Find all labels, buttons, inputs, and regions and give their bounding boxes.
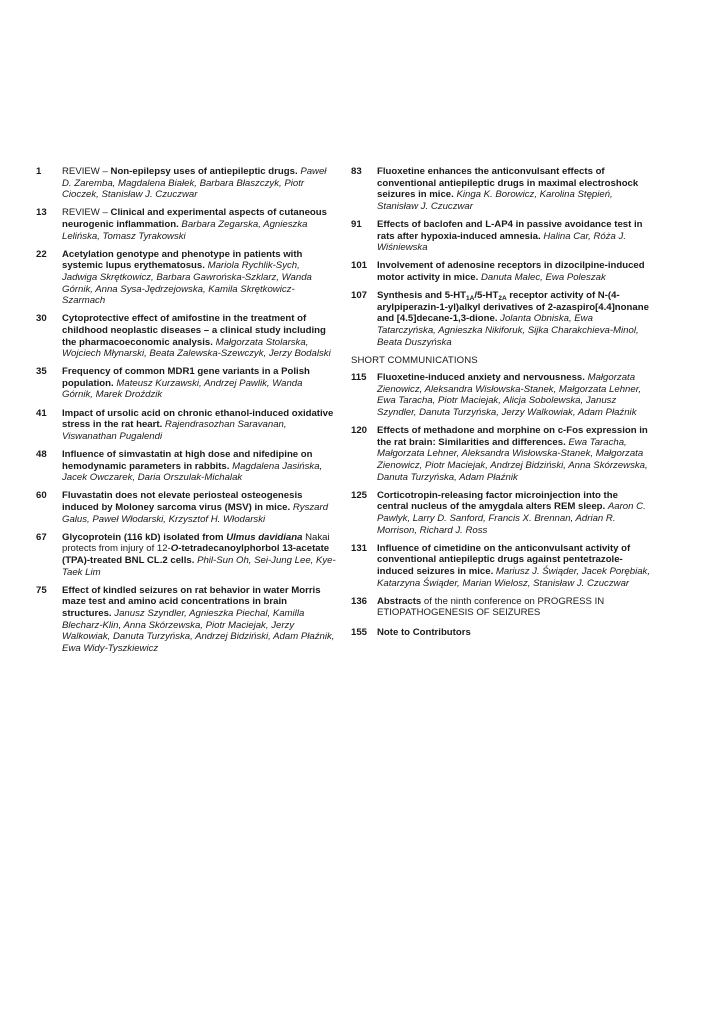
toc-page-number: 35 — [36, 366, 47, 378]
toc-page-number: 125 — [351, 489, 368, 501]
toc-page-number: 107 — [351, 290, 368, 302]
toc-page-number: 30 — [36, 313, 47, 325]
toc-page-number: 22 — [36, 248, 47, 260]
toc-entry-authors: Mateusz Kurzawski, Andrzej Pawlik, Wanda Górnik, Marek Droździk — [62, 377, 303, 401]
toc-entry-authors: Mariola Rychlik-Sych, Jadwiga Skrętkowicz, Barbara Gawrońska-Szklarz, Wanda Górnik, Anna Sysa-Jędrzejowska, Kamila Skrętkowicz-Szarmach — [62, 260, 312, 307]
toc-entry-authors: Ryszard Galus, Paweł Włodarski, Krzysztof H. Włodarski — [62, 502, 329, 525]
toc-entry — [351, 260, 651, 283]
toc-page-number: 136 — [351, 595, 368, 607]
toc-entry-authors: Paweł D. Zaremba, Magdalena Białek, Barbara Błaszczyk, Piotr Cioczek, Stanisław J. Czuczwar — [62, 166, 327, 201]
toc-entry-title: Non-epilepsy uses of antiepileptic drugs. — [110, 166, 298, 177]
toc-entry-authors: Barbara Zegarska, Agnieszka Lelińska, Tomasz Tyrakowski — [62, 218, 308, 242]
toc-page-number: 75 — [36, 584, 47, 596]
toc-entry — [351, 543, 651, 589]
contents-left-column — [36, 166, 336, 661]
toc-entry-label: REVIEW – — [62, 166, 111, 177]
toc-entry-authors: Małgorzata Stolarska, Wojciech Młynarski, Beata Zalewska-Szewczyk, Jerzy Bodalski — [62, 336, 331, 360]
toc-entry-authors: Magdalena Jasińska, Jacek Owczarek, Daria Orszulak-Michalak — [62, 460, 323, 484]
toc-entry — [36, 532, 336, 578]
toc-entry-title: Acetylation genotype and phenotype in patients with systemic lupus erythematosus. — [62, 248, 303, 272]
toc-page-number: 41 — [36, 407, 47, 419]
toc-entry-title: Cytoprotective effect of amifostine in the treatment of childhood neoplastic diseases – a clinical study including the pharmacoeconomic analysis. — [62, 313, 326, 348]
toc-entry-title: Fluoxetine-induced anxiety and nervousness. — [377, 372, 585, 384]
section-heading-short-communications: SHORT COMMUNICATIONS — [351, 354, 478, 366]
toc-entry-authors: Ewa Taracha, Małgorzata Lehner, Aleksandra Wisłowska-Stanek, Małgorzata Zienowicz, Piotr Maciejak, Andrzej Bidziński, Anna Skórzewska, Danuta Turzyńska, Adam Płaźnik — [377, 436, 648, 483]
toc-entry — [351, 425, 651, 483]
toc-entry-authors: Rajendrasozhan Saravanan, Viswanathan Pugalendi — [62, 419, 287, 442]
toc-entry — [36, 207, 336, 242]
contents-right-column — [351, 166, 651, 645]
toc-entry-title: Glycoprotein (116 kD) isolated from Ulmus davidiana Nakai protects from injury of 12-O-tetradecanoylphorbol 13-acetate (TPA)-treated BNL CL.2 cells. — [62, 531, 330, 566]
toc-entry-title: Involvement of adenosine receptors in dizocilpine-induced motor activity in mice. — [377, 260, 645, 283]
toc-entry-authors: Danuta Malec, Ewa Poleszak — [480, 271, 606, 283]
toc-page-number: 83 — [351, 166, 362, 177]
toc-page-number: 131 — [351, 542, 368, 554]
toc-entry-title: Synthesis and $5-HT_{1A}/5-HT_{2A}$ receptor activity of N-(4-arylpiperazin-1-yl)alkyl derivatives of 2-azaspiro[4.4]nonane and [4.5]decane-1,3-dione. — [377, 290, 649, 325]
toc-entry-title: Effects of methadone and morphine on c-Fos expression in the rat brain: Similarities and differences. — [377, 425, 648, 448]
toc-page-number: 67 — [36, 531, 47, 543]
toc-entry — [351, 290, 651, 348]
toc-entry — [36, 366, 336, 401]
toc-entry-title: Effects of baclofen and L-AP4 in passive avoidance test in rats after hypoxia-induced amnesia. — [377, 218, 643, 242]
toc-entry-authors: Kinga K. Borowicz, Karolina Stępień, Stanisław J. Czuczwar — [377, 189, 613, 212]
toc-entry — [351, 490, 651, 536]
toc-entry — [351, 596, 651, 619]
toc-entry-title: Fluoxetine enhances the anticonvulsant effects of conventional antiepileptic drugs in maximal electroshock seizures in mice. — [377, 166, 639, 201]
toc-entry — [36, 490, 336, 525]
toc-page-number: 101 — [351, 260, 368, 272]
toc-entry — [36, 249, 336, 307]
toc-entry-authors: Halina Car, Róża J. Wiśniewska — [377, 230, 627, 254]
toc-entry-title: Note to Contributors — [377, 626, 471, 638]
toc-page-number: 155 — [351, 626, 368, 638]
toc-entry — [36, 449, 336, 484]
toc-entry — [36, 408, 336, 443]
toc-entry-authors: Aaron C. Pawlyk, Larry D. Sanford, Francis X. Brennan, Adrian R. Morrison, Richard J. Ross — [377, 501, 646, 536]
toc-entry — [36, 166, 336, 201]
toc-entry-authors: Jolanta Obniska, Ewa Tatarczyńska, Agnieszka Nikiforuk, Sijka Charakchieva-Minol, Beata Duszyńska — [377, 313, 639, 348]
toc-entry-subtitle: of the ninth conference on PROGRESS IN ETIOPATHOGENESIS OF SEIZURES — [377, 595, 605, 619]
toc-entry — [351, 219, 651, 254]
toc-entry-title: Influence of cimetidine on the anticonvulsant activity of conventional antiepileptic drugs against pentetrazole-induced seizures in mice. — [377, 542, 631, 577]
toc-entry-title: Influence of simvastatin at high dose and nifedipine on hemodynamic parameters in rabbits. — [62, 449, 313, 472]
toc-entry-authors: Phil-Sun Oh, Sei-Jung Lee, Kye-Taek Lim — [62, 554, 336, 578]
toc-entry — [351, 627, 651, 639]
toc-entry-title: Frequency of common MDR1 gene variants in a Polish population. — [62, 366, 310, 389]
toc-entry-title: Abstracts — [377, 595, 422, 607]
toc-entry — [36, 585, 336, 655]
toc-page-number: 1 — [36, 166, 42, 177]
toc-page-number: 13 — [36, 207, 47, 219]
toc-entry — [36, 313, 336, 359]
toc-entry-title: Clinical and experimental aspects of cutaneous neurogenic inflammation. — [62, 207, 327, 230]
toc-entry-label: REVIEW – — [62, 207, 111, 219]
toc-entry-title: Fluvastatin does not elevate periosteal osteogenesis induced by Moloney sarcoma virus (MSV) in mice. — [62, 490, 303, 513]
toc-entry-title: Corticotropin-releasing factor microinjection into the central nucleus of the amygdala alters REM sleep. — [377, 489, 618, 513]
toc-entry-authors: Janusz Szyndler, Agnieszka Piechal, Kamilla Blecharz-Klin, Anna Skórzewska, Piotr Maciejak, Jerzy Walkowiak, Danuta Turzyńska, Andrzej Bidziński, Adam Płaźnik, Ewa Widy-Tyszkiewicz — [62, 607, 335, 654]
toc-page-number: 115 — [351, 372, 367, 384]
toc-entry-title: Effect of kindled seizures on rat behavior in water Morris maze test and amino acid concentrations in brain structures. — [62, 584, 321, 619]
toc-page-number: 48 — [36, 449, 47, 461]
toc-entry-authors: Małgorzata Zienowicz, Aleksandra Wisłowska-Stanek, Małgorzata Lehner, Ewa Taracha, Piotr Maciejak, Alicja Sobolewska, Janusz Szyndler, Danuta Turzyńska, Jerzy Walkowiak, Adam Płaźnik — [377, 372, 642, 419]
toc-entry-title: Impact of ursolic acid on chronic ethanol-induced oxidative stress in the rat heart. — [62, 407, 334, 431]
toc-entry-authors: Mariusz J. Świąder, Jacek Porębiak, Katarzyna Świąder, Marian Wielosz, Stanisław J. Czuczwar — [377, 565, 651, 589]
toc-page-number: 60 — [36, 490, 47, 502]
toc-entry — [351, 372, 651, 418]
toc-entry — [351, 166, 651, 212]
toc-page-number: 91 — [351, 218, 362, 230]
toc-page-number: 120 — [351, 425, 368, 437]
